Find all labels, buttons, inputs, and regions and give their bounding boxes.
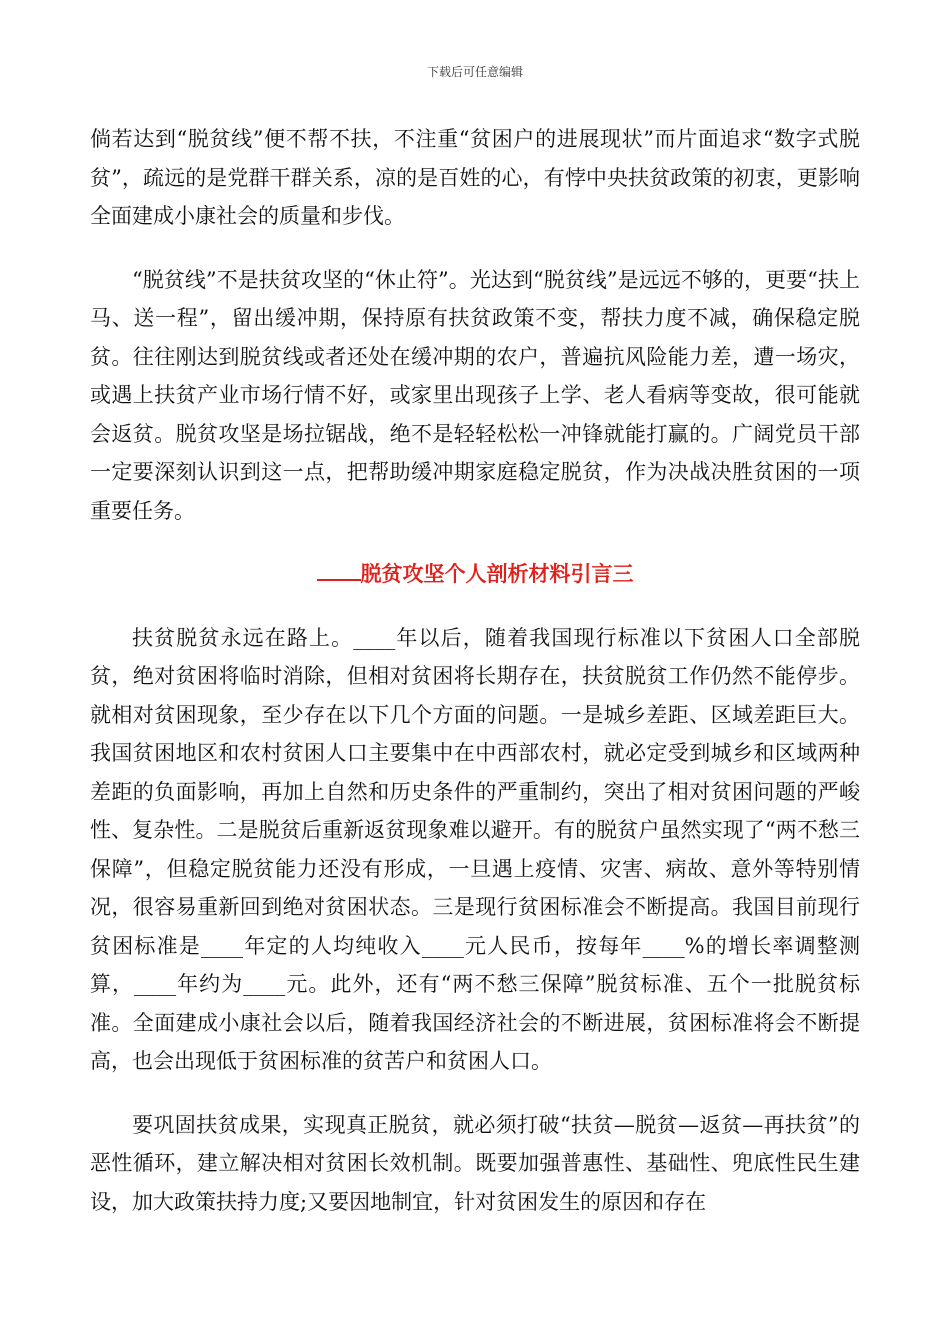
heading-blank-underline	[317, 561, 361, 581]
paragraph-1: 倘若达到“脱贫线”便不帮不扶，不注重“贫困户的进展现状”而片面追求“数字式脱贫”，疏远的是党群干群关系，凉的是百姓的心，有悖中央扶贫政策的初衷，更影响全面建成小康社会的质量和步伐。	[90, 127, 860, 228]
page-header: 下载后可任意编辑	[426, 65, 523, 79]
section-heading-text: 脱贫攻坚个人剖析材料引言三	[360, 561, 634, 586]
paragraph-gap	[90, 236, 860, 261]
paragraph-gap	[90, 1081, 860, 1106]
document-body	[90, 120, 860, 1221]
paragraph-4: 要巩固扶贫成果，实现真正脱贫，就必须打破“扶贫—脱贫—返贫—再扶贫”的恶性循环，建立解决相对贫困长效机制。既要加强普惠性、基础性、兜底性民生建设，加大政策扶持力度;又要因地制宜，针对贫困发生的原因和存在	[90, 1112, 860, 1214]
paragraph-gap	[90, 530, 860, 555]
paragraph-3: 扶贫脱贫永远在路上。____年以后，随着我国现行标准以下贫困人口全部脱贫，绝对贫困将临时消除，但相对贫困将长期存在，扶贫脱贫工作仍然不能停步。就相对贫困现象，至少存在以下几个方面的问题。一是城乡差距、区域差距巨大。我国贫困地区和农村贫困人口主要集中在中西部农村，就必定受到城乡和区域两种差距的负面影响，再加上自然和历史条件的严重制约，突出了相对贫困问题的严峻性、复杂性。二是脱贫后重新返贫现象难以避开。有的脱贫户虽然实现了“两不愁三保障”，但稳定脱贫能力还没有形成，一旦遇上疫情、灾害、病故、意外等特别情况，很容易重新回到绝对贫困状态。三是现行贫困标准会不断提高。我国目前现行贫困标准是____年定的人均纯收入____元人民币，按每年____%的增长率调整测算，____年约为____元。此外，还有“两不愁三保障”脱贫标准、五个一批脱贫标准。全面建成小康社会以后，随着我国经济社会的不断进展，贫困标准将会不断提高，也会出现低于贫困标准的贫苦户和贫困人口。	[90, 625, 860, 1073]
section-heading	[90, 555, 860, 594]
paragraph-gap	[90, 594, 860, 619]
paragraph-2: “脱贫线”不是扶贫攻坚的“休止符”。光达到“脱贫线”是远远不够的，更要“扶上马、送一程”，留出缓冲期，保持原有扶贫政策不变，帮扶力度不减，确保稳定脱贫。往往刚达到脱贫线或者还处在缓冲期的农户，普遍抗风险能力差，遭一场灾，或遇上扶贫产业市场行情不好，或家里出现孩子上学、老人看病等变故，很可能就会返贫。脱贫攻坚是场拉锯战，绝不是轻轻松松一冲锋就能打赢的。广阔党员干部一定要深刻认识到这一点，把帮助缓冲期家庭稳定脱贫，作为决战决胜贫困的一项重要任务。	[90, 267, 860, 523]
